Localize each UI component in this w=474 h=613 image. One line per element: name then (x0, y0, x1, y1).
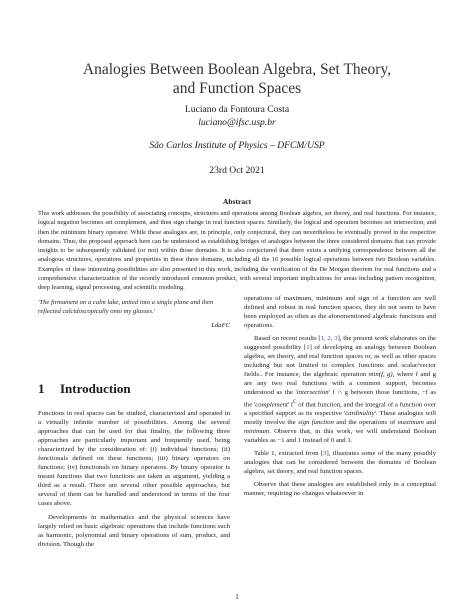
title-line-2: and Function Spaces (172, 80, 302, 97)
left-column (38, 409, 230, 549)
page-number: 1 (235, 593, 239, 601)
text-run: . Observe that, in this work, we will understand Boolean variables as −1 and 1 instead of 0 and 1. (244, 427, 436, 444)
section-heading (38, 381, 131, 397)
right-paragraph-4: Observe that these analogies are established only in a conceptual manner, requiring no changes whatsoever in (244, 481, 436, 498)
section-title: Introduction (60, 381, 131, 396)
right-column (244, 294, 436, 498)
author-institution: São Carlos Institute of Physics – DFCM/USP (149, 140, 325, 151)
text-run: and (423, 418, 437, 426)
superscript-c: C (293, 399, 297, 405)
epigraph-quote: 'The firmament on a calm lake, united into a single plane and then reflected calcidoscopically onto my glasses.' (38, 299, 214, 316)
text-run: of that function, and the integral of a function over a specified support as its respective ' (244, 400, 436, 417)
text-run: Table 1, extracted from [ (254, 450, 324, 457)
text-run: ] of developing an analogy between Boolean algebra, set theory, and real function spaces or, as well as other spaces including but not limited to complex functions and scalar/vector fields.. For instance, the algebraic operation (244, 344, 436, 379)
text-run: , where f and g are any two real functions with a common support, becomes understood as the ' (244, 371, 437, 397)
abstract-heading: Abstract (222, 197, 252, 206)
epigraph-attribution: LdaFC (211, 322, 230, 329)
term-maximum: maximum (397, 418, 424, 426)
intro-paragraph-1: Functions in real spaces can be studied, characterized and operated in a virtually infinite number of possibilities. Among the several approaches that can be used for that finality, the following three approaches are particularly important and frequently used, being characterized by the consideration of: (i) individual functions; (ii) functionals defined on these functions; (iii) binary operators on functions; (iv) functionals on binary operators. By binary operator is meant functions that two functions are taken as argument, yielding a third as a result. There are several other possible approaches, but several of them can be handled and understood in terms of the four cases above. (38, 410, 230, 508)
abstract-body: This work addresses the possibility of associating concepts, structures and operations among Boolean algebra, set theory, and real functions. For instance, logical negation becomes set complement, and then sign change in real function spaces. Similarly, the logical and operation becomes set intersection, and then the minimum binary operator. While these analogies are, in principle, only conjectural, they can nevertheless be eventually proved in the respective domains. Thus, the proposed approach here can be understood as establishing bridges of analogies between the three considered domains that can provide insights to be subsequently validated (or not) within those domains. It is also conjectured that there exists a unifying correspondence between all the analogous structures, operations and properties in these three domains, including all the 16 possible logical operations between two Boolean variables. Examples of these interesting possibilities are also presented in this work, including the verification of the De Morgan theorem for real functions and a comprehensive characterization of the recently introduced common product, with several important implications for areas including pattern recognition, deep learning, signal processing, and scientific modeling. (38, 210, 436, 292)
paper-date: 23rd Oct 2021 (209, 165, 265, 176)
term-cardinality: cardinality (345, 409, 375, 417)
intro-paragraph-2: Developments in mathematics and the physical sciences have largely relied on basic algebraic operations that include functions such as harmonic, polynomial and binary operations of sum, product, and division. Though the (38, 513, 230, 548)
citation-link[interactable]: 3 (323, 450, 327, 457)
term-minimum: minimum (244, 427, 270, 435)
text-run: '. These analogies will mostly involve the (244, 409, 436, 426)
term-intersection: intersection (296, 389, 329, 397)
right-paragraph-3 (244, 449, 436, 476)
text-run: ], the present work elaborates on the suggested possibility [ (244, 335, 437, 352)
text-run: Based on recent results [ (254, 335, 321, 343)
paper-title (0, 60, 474, 98)
citation-link[interactable]: 1 (306, 344, 310, 352)
title-line-1: Analogies Between Boolean Algebra, Set Theory, (82, 61, 392, 78)
text-run: ' f ∩ g between those functions, −f as the ' (244, 389, 436, 408)
math-min: min(f, g) (368, 371, 393, 379)
right-paragraph-2 (244, 334, 436, 445)
citation-link[interactable]: 1, 2, 3 (320, 335, 338, 343)
text-run: ' f (287, 400, 294, 408)
text-run: ], illustrates some of the many possibly analogies that can be considered between the domains of Boolean algebra, set theory, and real function spaces. (244, 450, 436, 476)
term-sign-function: sign function (298, 418, 334, 426)
right-paragraph-1: operations of maximum, minimum and sign of a function are well defined and robust in real function spaces, they do not seem to have been employed as often as the aforementioned algebraic functions and operations. (244, 295, 436, 330)
term-complement: complement (255, 400, 288, 408)
author-name: Luciano da Fontoura Costa (184, 104, 290, 115)
section-number: 1 (38, 381, 45, 396)
author-email: luciano@ifsc.usp.br (198, 117, 276, 128)
text-run: and the operations of (333, 418, 398, 426)
